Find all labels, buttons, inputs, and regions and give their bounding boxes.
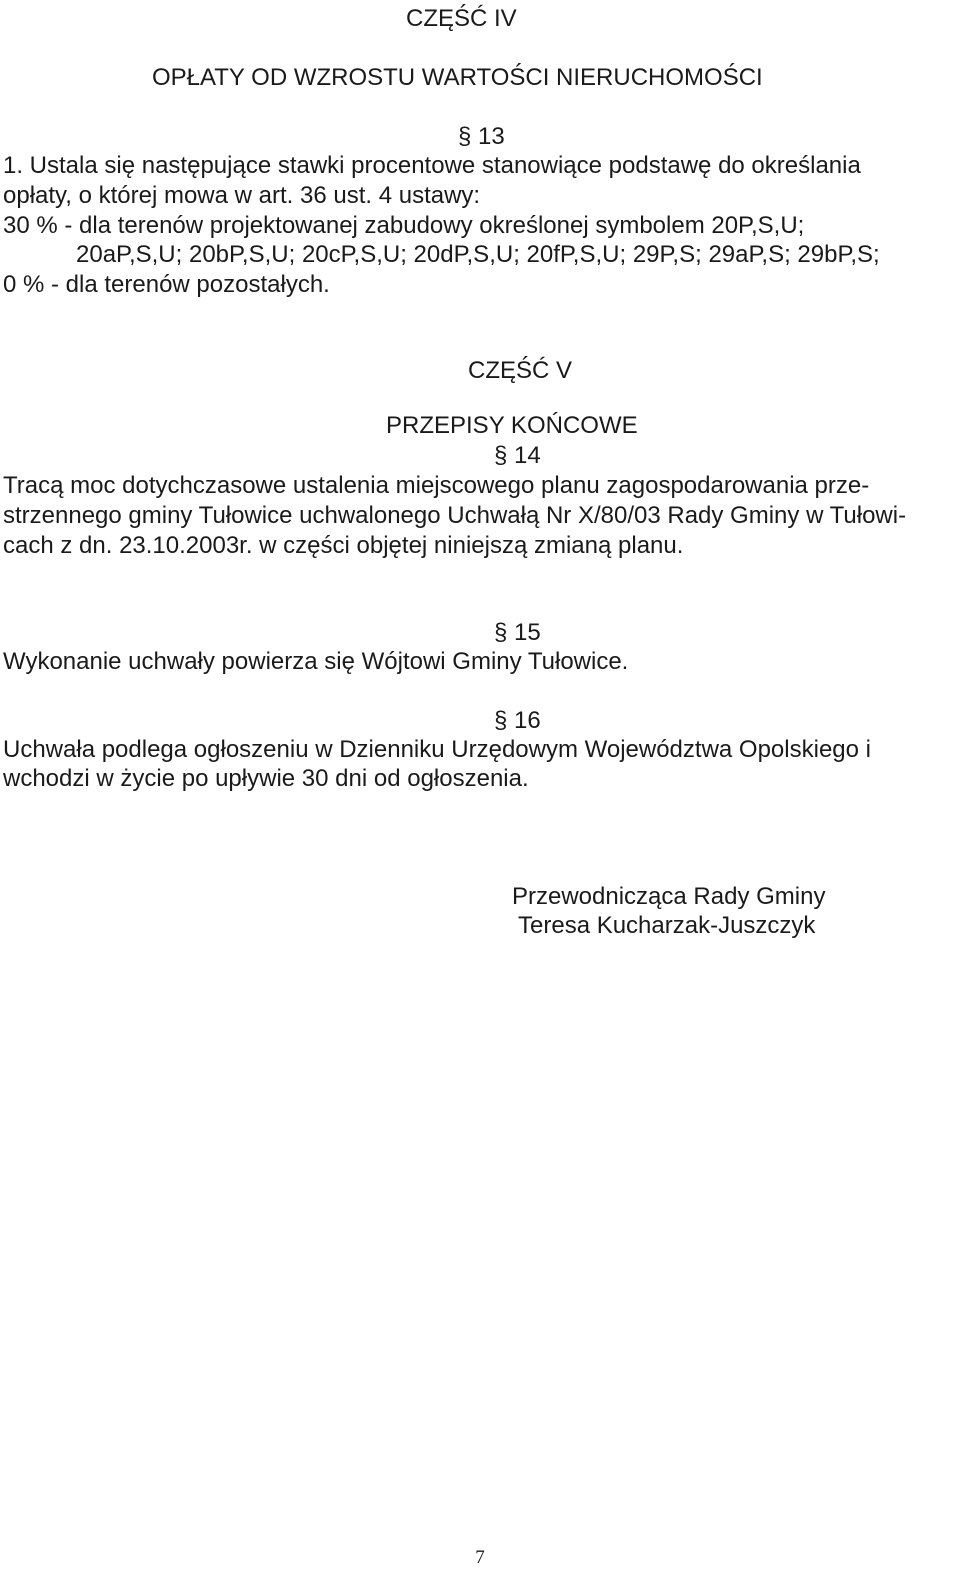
- part-v-heading: CZĘŚĆ V: [468, 357, 573, 384]
- part-v-title: PRZEPISY KOŃCOWE: [386, 412, 638, 439]
- section-13-number: § 13: [458, 123, 505, 150]
- section-13-line-1: 1. Ustala się następujące stawki procentowe stanowiące podstawę do określania: [3, 152, 861, 179]
- section-16-number: § 16: [494, 707, 541, 734]
- section-16-line-1: Uchwała podlega ogłoszeniu w Dzienniku Urzędowym Województwa Opolskiego i: [3, 736, 871, 763]
- section-14-line-1: Tracą moc dotychczasowe ustalenia miejscowego planu zagospodarowania prze-: [3, 472, 870, 499]
- part-iv-heading: CZĘŚĆ IV: [406, 5, 517, 32]
- section-16-line-2: wchodzi w życie po upływie 30 dni od ogłoszenia.: [3, 765, 529, 792]
- rate-30-symbols-line: 20aP,S,U; 20bP,S,U; 20cP,S,U; 20dP,S,U; 20fP,S,U; 29P,S; 29aP,S; 29bP,S;: [76, 241, 880, 268]
- section-15-text: Wykonanie uchwały powierza się Wójtowi Gminy Tułowice.: [3, 648, 629, 675]
- section-13-line-2: opłaty, o której mowa w art. 36 ust. 4 ustawy:: [3, 182, 481, 209]
- signature-name: Teresa Kucharzak-Juszczyk: [518, 912, 816, 939]
- page-number: 7: [475, 1547, 485, 1568]
- section-15-number: § 15: [494, 619, 541, 646]
- section-14-line-2: strzennego gminy Tułowice uchwalonego Uchwałą Nr X/80/03 Rady Gminy w Tułowi-: [3, 502, 907, 529]
- signature-role: Przewodnicząca Rady Gminy: [512, 883, 826, 910]
- rate-0-line: 0 % - dla terenów pozostałych.: [3, 271, 330, 298]
- section-14-line-3: cach z dn. 23.10.2003r. w części objętej niniejszą zmianą planu.: [3, 532, 684, 559]
- section-14-number: § 14: [494, 442, 541, 469]
- rate-30-line: 30 % - dla terenów projektowanej zabudowy określonej symbolem 20P,S,U;: [3, 212, 805, 239]
- part-iv-title: OPŁATY OD WZROSTU WARTOŚCI NIERUCHOMOŚCI: [152, 64, 763, 91]
